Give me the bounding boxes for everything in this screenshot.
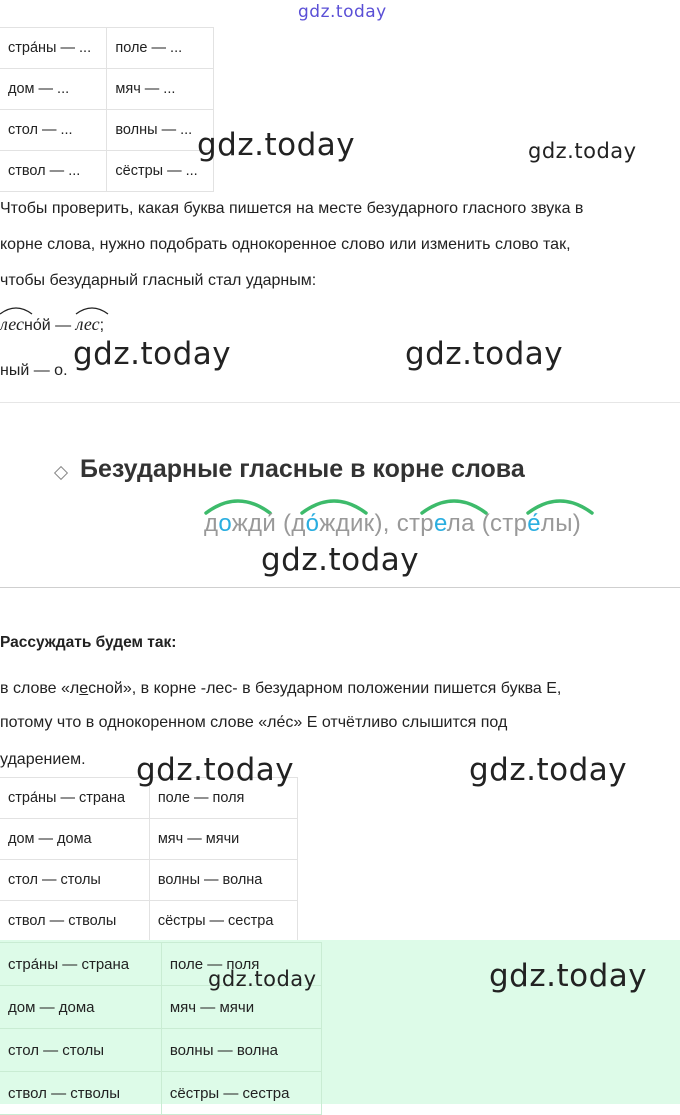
table-cell: стол — столы (0, 1029, 161, 1072)
watermark: gdz.today (261, 542, 420, 578)
table-cell: волны — волна (149, 860, 297, 901)
root-arc-icon (75, 305, 109, 315)
example-fragment: д (204, 510, 219, 537)
reason-line: в слове «лесной», в корне -лес- в безударном положении пишется буква Е, (0, 680, 562, 697)
table-cell: стол — столы (0, 860, 149, 901)
example-suffix: но́й — (24, 317, 76, 334)
table-row (0, 901, 298, 942)
table-cell: ствол — ... (0, 151, 107, 192)
watermark: gdz.today (136, 752, 295, 788)
highlighted-vowel: о (218, 510, 232, 537)
table-cell: дом — дома (0, 986, 161, 1029)
table-row (0, 860, 298, 901)
example-line-2: ный — о. (0, 362, 68, 379)
rule-text-line: Чтобы проверить, какая буква пишется на месте безударного гласного звука в (0, 200, 584, 217)
highlighted-vowel: е (433, 510, 447, 537)
table-cell: поле — ... (107, 28, 214, 69)
watermark: gdz.today (469, 752, 628, 788)
table-cell: стра́ны — страна (0, 778, 149, 819)
table-cell: волны — волна (161, 1029, 321, 1072)
table-row (0, 1072, 322, 1115)
reason-heading: Рассуждать будем так: (0, 634, 177, 651)
table-cell: поле — поля (161, 943, 321, 986)
card-example (204, 510, 581, 538)
watermark: gdz.today (489, 958, 648, 994)
answer-table-blank (0, 27, 214, 192)
watermark: gdz.today (73, 336, 232, 372)
table-row (0, 986, 322, 1029)
example-fragment: жди́ (д (231, 510, 306, 537)
example-tail: ; (99, 317, 105, 334)
table-row (0, 28, 214, 69)
example-fragment: ла (стр (446, 510, 528, 537)
example-line (0, 314, 104, 336)
table-row (0, 151, 214, 192)
watermark: gdz.today (405, 336, 564, 372)
table-row (0, 69, 214, 110)
watermark: gdz.today (208, 967, 317, 991)
reason-line: ударением. (0, 751, 86, 768)
table-row (0, 1029, 322, 1072)
table-cell: волны — ... (107, 110, 214, 151)
example-fragment: лы) (540, 510, 582, 537)
table-cell: мяч — мячи (149, 819, 297, 860)
table-cell: дом — дома (0, 819, 149, 860)
table-cell: стол — ... (0, 110, 107, 151)
highlighted-vowel: о́ (305, 510, 320, 537)
watermark: gdz.today (197, 127, 356, 163)
table-cell: стра́ны — ... (0, 28, 107, 69)
table-cell: мяч — мячи (161, 986, 321, 1029)
highlighted-vowel: е́ (527, 510, 541, 537)
root-marked-word: лес (0, 314, 24, 334)
table-cell: сёстры — ... (107, 151, 214, 192)
table-cell: сёстры — сестра (161, 1072, 321, 1115)
table-cell: дом — ... (0, 69, 107, 110)
example-fragment: ждик), стр (319, 510, 434, 537)
table-cell: сёстры — сестра (149, 901, 297, 942)
root-arc-icon (0, 305, 33, 315)
table-cell: поле — поля (149, 778, 297, 819)
table-row (0, 110, 214, 151)
rule-text-line: чтобы безударный гласный стал ударным: (0, 272, 317, 289)
reason-line: потому что в однокоренном слове «ле́с» Е отчётливо слышится под (0, 714, 508, 731)
table-cell: ствол — стволы (0, 1072, 161, 1115)
table-cell: стра́ны — страна (0, 943, 161, 986)
table-row (0, 819, 298, 860)
rule-text-line: корне слова, нужно подобрать однокоренное слово или изменить слово так, (0, 236, 571, 253)
card-title: Безударные гласные в корне слова (80, 455, 525, 483)
watermark: gdz.today (298, 2, 387, 22)
answer-table (0, 777, 298, 942)
table-cell: мяч — ... (107, 69, 214, 110)
root-marked-word: лес (76, 314, 100, 334)
table-cell: ствол — стволы (0, 901, 149, 942)
watermark: gdz.today (528, 139, 637, 163)
